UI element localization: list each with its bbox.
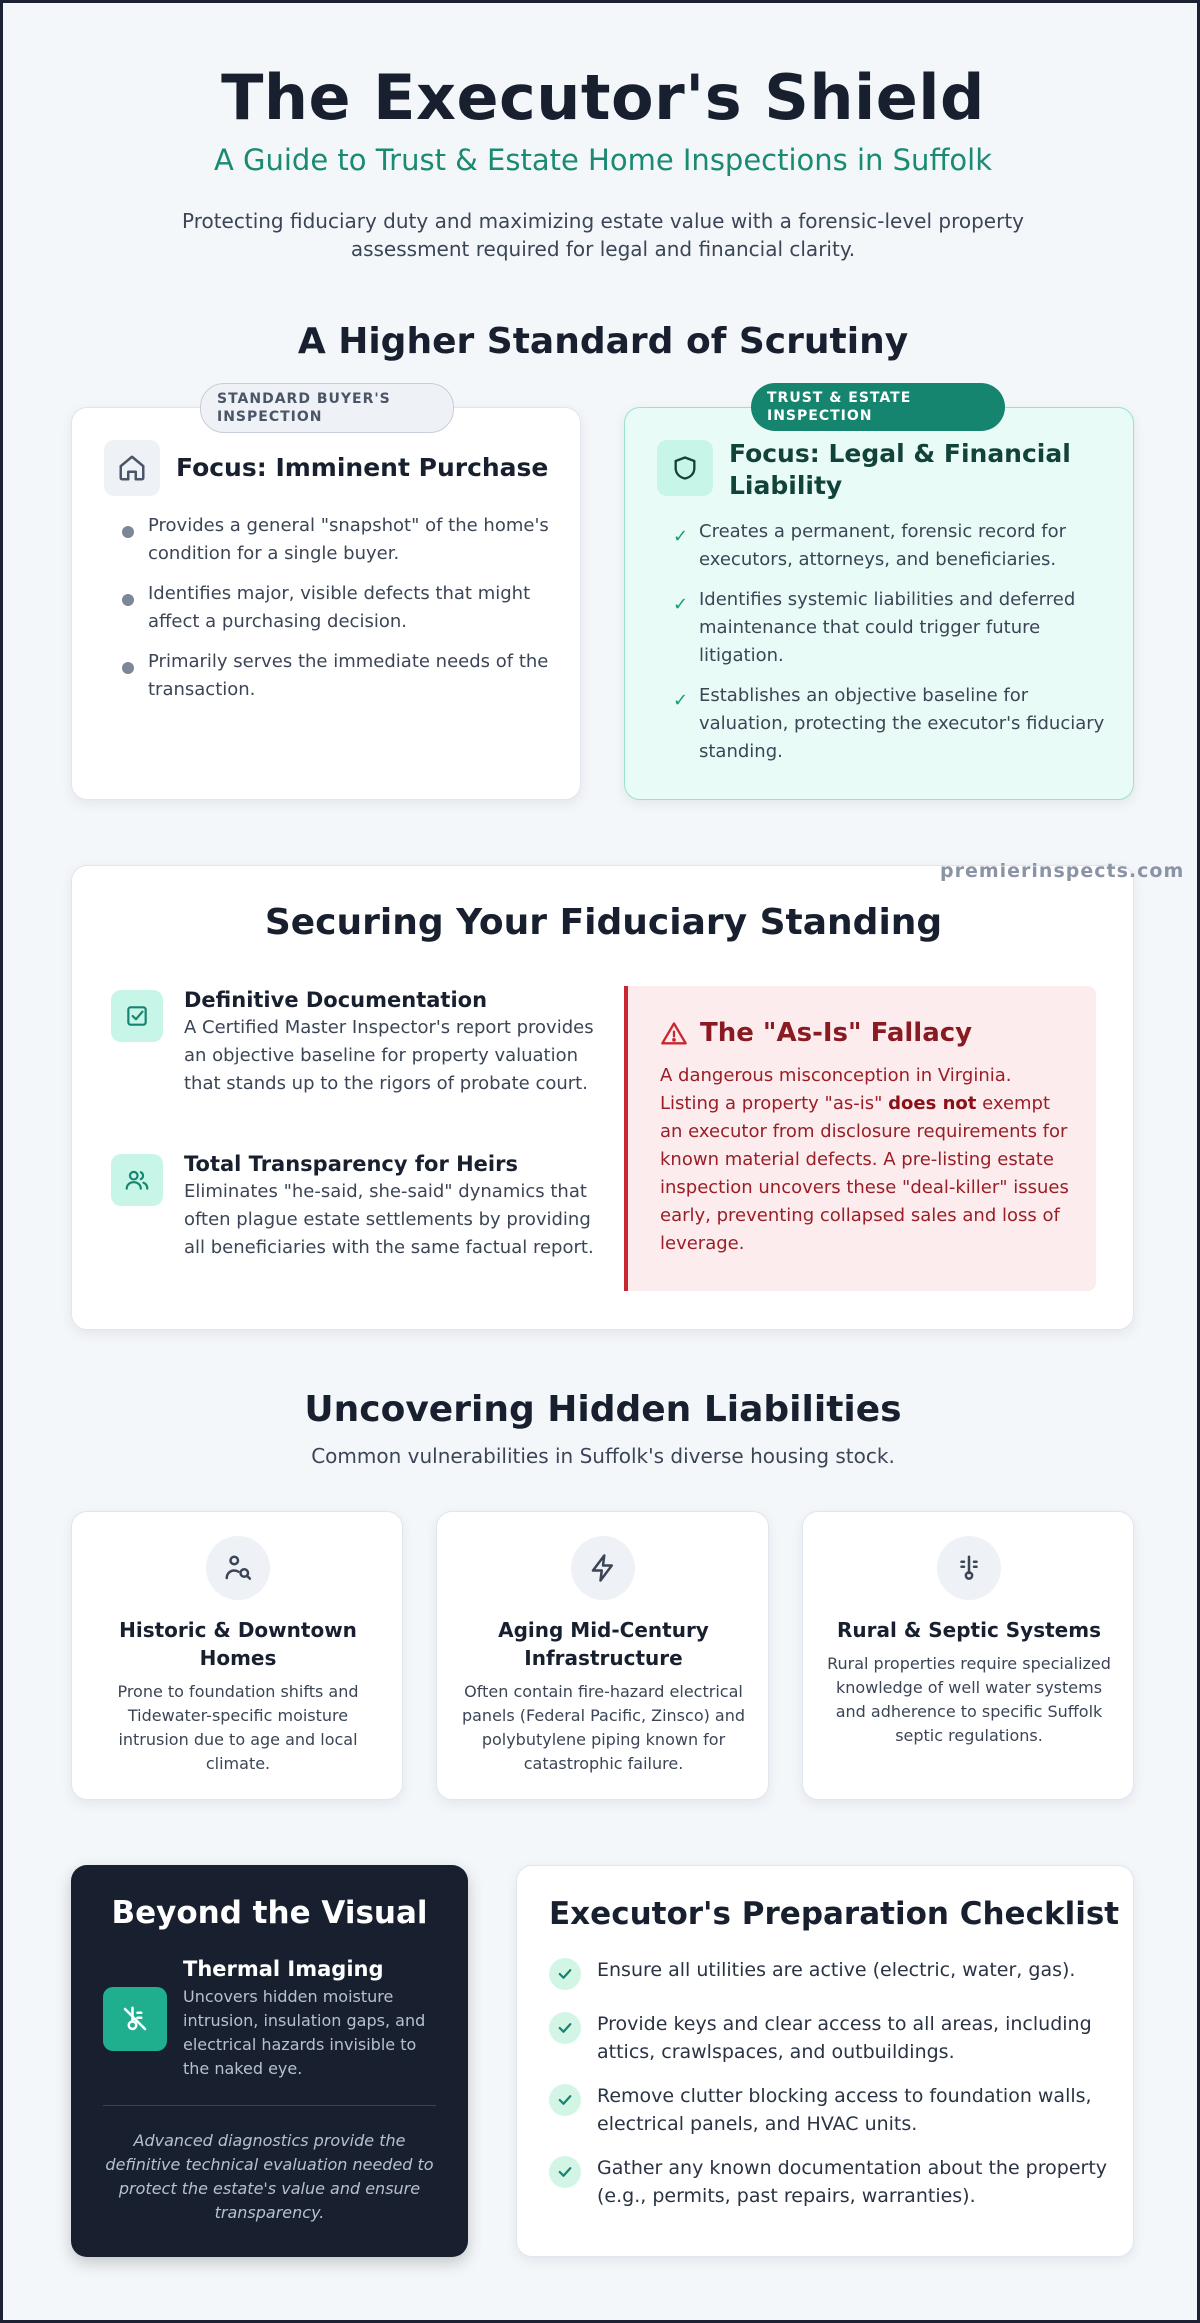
- thermal-quote: Advanced diagnostics provide the definitive technical evaluation needed to protect the estate's value and ensure transparency.: [105, 2131, 434, 2222]
- check-circle-icon: [549, 2012, 581, 2044]
- page-subtitle: A Guide to Trust & Estate Home Inspections in Suffolk: [213, 143, 993, 177]
- checkbox-icon: [111, 990, 163, 1042]
- check-icon: ✓: [673, 594, 689, 615]
- standard-item: Primarily serves the immediate needs of the transaction.: [148, 651, 549, 700]
- standard-heading: Focus: Imminent Purchase: [176, 453, 549, 482]
- liability-title: Rural & Septic Systems: [837, 1618, 1101, 1642]
- standard-item: Identifies major, visible defects that might affect a purchasing decision.: [148, 583, 531, 632]
- scrutiny-title: A Higher Standard of Scrutiny: [297, 321, 909, 362]
- feature-text: A Certified Master Inspector's report provides an objective baseline for property valuation that stands up to the rigors of probate court.: [184, 1017, 594, 1094]
- feature-title: Total Transparency for Heirs: [184, 1152, 518, 1176]
- trust-heading: Focus: Legal & Financial Liability: [729, 439, 1071, 500]
- liability-title: Historic & Downtown Homes: [119, 1618, 357, 1670]
- checklist-item: Remove clutter blocking access to foundation walls, electrical panels, and HVAC units.: [597, 2085, 1092, 2135]
- bullet-icon: [122, 594, 134, 606]
- divider: [103, 2105, 436, 2106]
- as-is-alert: [624, 986, 1096, 1291]
- check-icon: ✓: [673, 526, 689, 547]
- liabilities-title: Uncovering Hidden Liabilities: [304, 1389, 902, 1430]
- check-circle-icon: [549, 1958, 581, 1990]
- check-circle-icon: [549, 2084, 581, 2116]
- users-icon: [111, 1154, 163, 1206]
- checklist-item: Ensure all utilities are active (electric, water, gas).: [597, 1959, 1076, 1981]
- liabilities-subtitle: Common vulnerabilities in Suffolk's diverse housing stock.: [311, 1444, 895, 1468]
- liability-card: [436, 1511, 769, 1800]
- check-icon: ✓: [673, 690, 689, 711]
- liability-card: [71, 1511, 403, 1800]
- checklist-card: [516, 1865, 1134, 2257]
- check-circle-icon: [549, 2156, 581, 2188]
- shield-icon: [657, 440, 713, 496]
- liability-title: Aging Mid-Century Infrastructure: [498, 1618, 709, 1670]
- thermal-title: Thermal Imaging: [183, 1957, 384, 1981]
- home-icon: [104, 440, 160, 496]
- standard-badge: STANDARD BUYER'S INSPECTION: [200, 383, 454, 433]
- trust-item: Identifies systemic liabilities and deferred maintenance that could trigger future litigation.: [699, 589, 1076, 666]
- liability-text: Prone to foundation shifts and Tidewater-specific moisture intrusion due to age and local climate.: [117, 1682, 359, 1773]
- beyond-visual-title: Beyond the Visual: [111, 1895, 428, 1931]
- trust-item: Establishes an objective baseline for valuation, protecting the executor's fiduciary standing.: [699, 685, 1105, 762]
- alert-title: The "As-Is" Fallacy: [700, 1018, 973, 1048]
- feature-title: Definitive Documentation: [184, 988, 488, 1012]
- standard-inspection-card: [71, 407, 581, 800]
- fiduciary-card: [71, 865, 1134, 1330]
- liability-text: Rural properties require specialized knowledge of well water systems and adherence to specific Suffolk septic regulations.: [827, 1654, 1111, 1745]
- feature-text: Eliminates "he-said, she-said" dynamics that often plague estate settlements by providing all beneficiaries with the same factual report.: [184, 1181, 594, 1258]
- fiduciary-title: Securing Your Fiduciary Standing: [264, 902, 943, 943]
- watermark: premierinspects.com: [940, 860, 1185, 882]
- checklist-title: Executor's Preparation Checklist: [549, 1896, 1120, 1932]
- liability-text: Often contain fire-hazard electrical panels (Federal Pacific, Zinsco) and polybutylene piping known for catastrophic failure.: [461, 1682, 746, 1773]
- person-search-icon: [206, 1536, 270, 1600]
- lightning-icon: [571, 1536, 635, 1600]
- page-title: The Executor's Shield: [221, 61, 985, 134]
- thermal-camera-icon: [103, 1987, 167, 2051]
- bullet-icon: [122, 662, 134, 674]
- beyond-visual-card: [71, 1865, 468, 2257]
- standard-item: Provides a general "snapshot" of the home's condition for a single buyer.: [148, 515, 549, 564]
- alert-text: A dangerous misconception in Virginia. Listing a property "as-is" does not exempt an executor from disclosure requirements for known material defects. A pre-listing estate inspection uncovers these "deal-killer" issues early, preventing collapsed sales and loss of leverage.: [660, 1065, 1069, 1254]
- checklist-item: Gather any known documentation about the property (e.g., permits, past repairs, warranties).: [597, 2157, 1108, 2207]
- page-description: Protecting fiduciary duty and maximizing estate value with a forensic-level property assessment required for legal and financial clarity.: [181, 209, 1024, 261]
- thermal-text: Uncovers hidden moisture intrusion, insulation gaps, and electrical hazards invisible to the naked eye.: [183, 1987, 426, 2078]
- trust-item: Creates a permanent, forensic record for executors, attorneys, and beneficiaries.: [699, 521, 1067, 570]
- bullet-icon: [122, 526, 134, 538]
- warning-icon: [660, 1020, 688, 1052]
- trust-inspection-card: [624, 407, 1134, 800]
- trust-badge: TRUST & ESTATE INSPECTION: [751, 383, 1005, 431]
- checklist-item: Provide keys and clear access to all areas, including attics, crawlspaces, and outbuildings.: [597, 2013, 1092, 2063]
- thermometer-icon: [937, 1536, 1001, 1600]
- liability-card: [802, 1511, 1134, 1800]
